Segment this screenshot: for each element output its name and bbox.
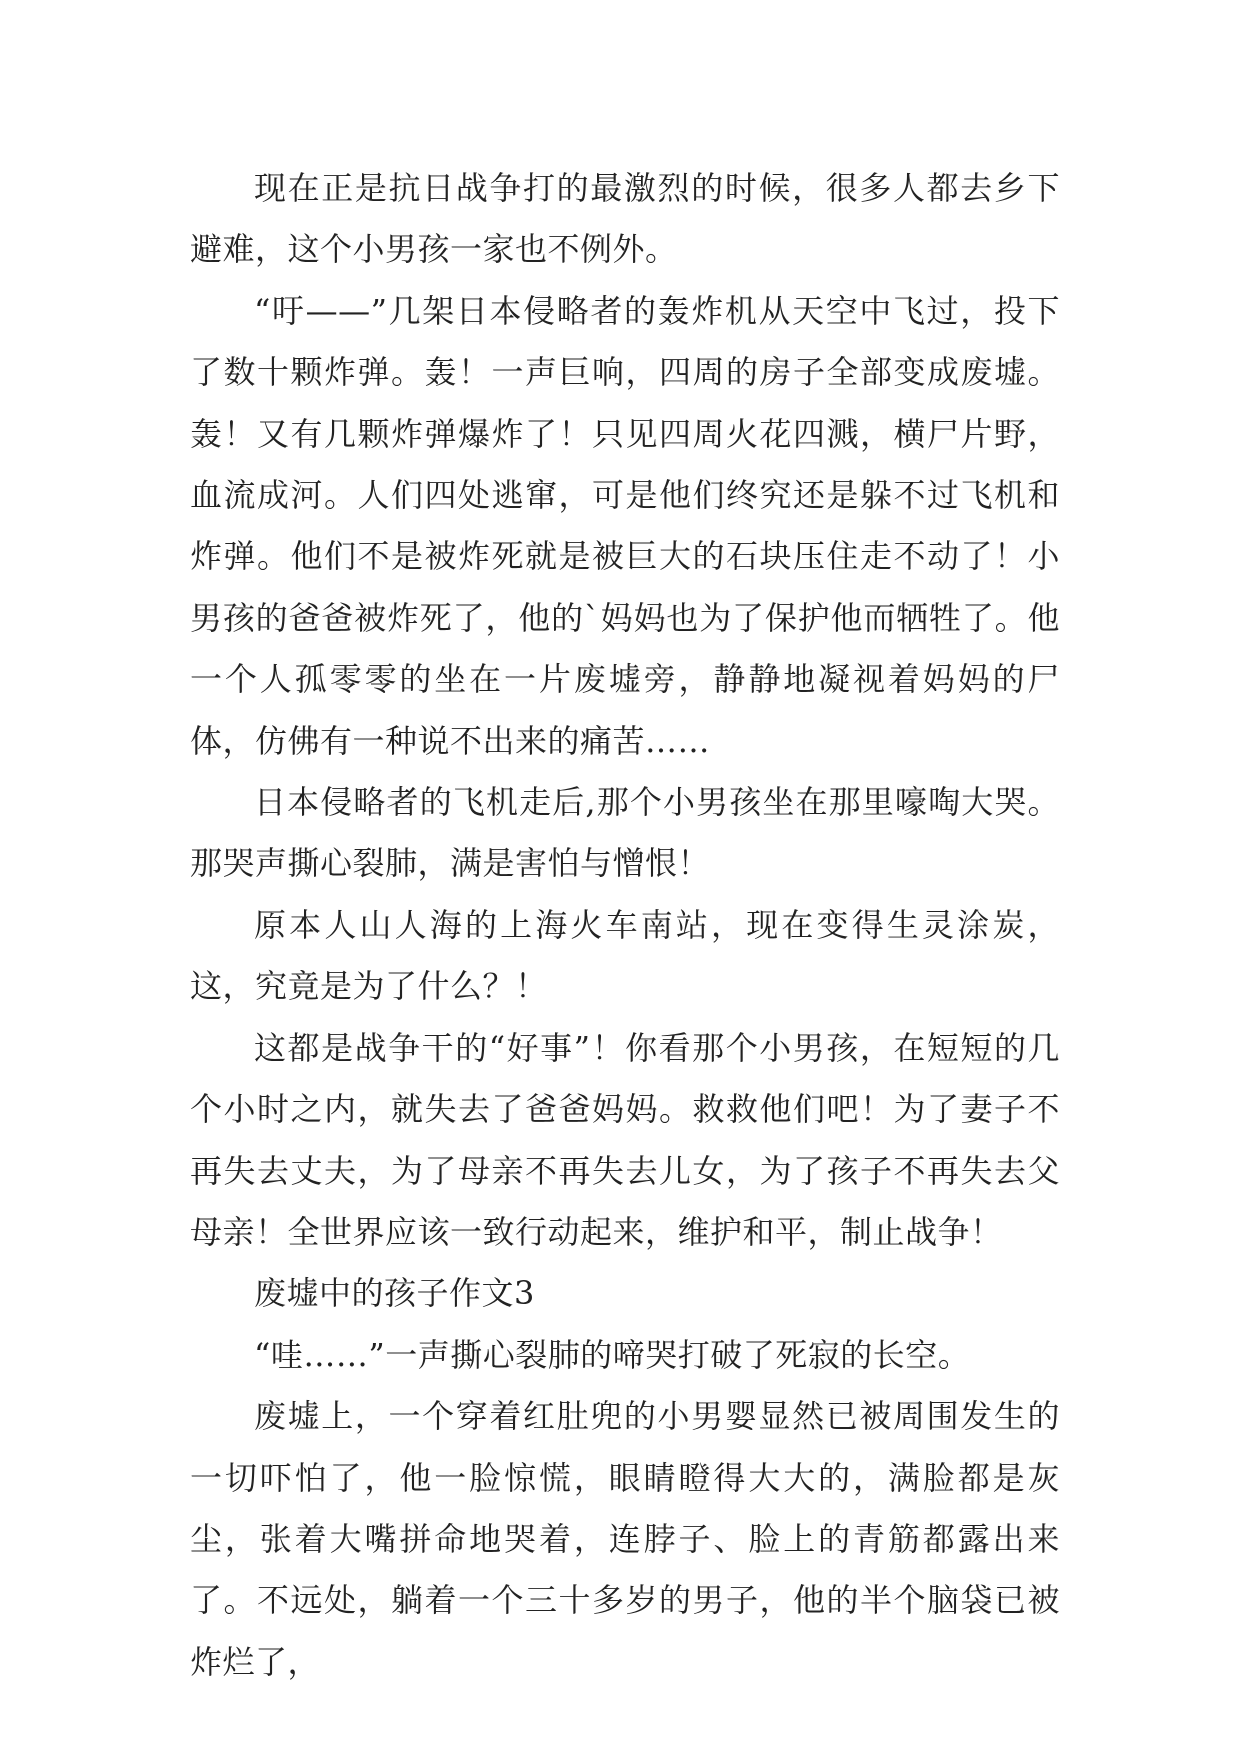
paragraph: “哇……”一声撕心裂肺的啼哭打破了死寂的长空。 (254, 1335, 971, 1374)
section-heading: 废墟中的孩子作文3 (254, 1274, 535, 1313)
paragraph: 这都是战争干的“好事”！你看那个小男孩，在短短的几个小时之内，就失去了爸爸妈妈。救救他们吧！为了妻子不再失去丈夫，为了母亲不再失去儿女，为了孩子不再失去父母亲！全世界应该一致行动起来，维护和平，制止战争！ (190, 1028, 1060, 1251)
paragraph: “吁——”几架日本侵略者的轰炸机从天空中飞过，投下了数十颗炸弹。轰！一声巨响，四周的房子全部变成废墟。轰！又有几颗炸弹爆炸了！只见四周火花四溅，横尸片野，血流成河。人们四处逃窜，可是他们终究还是躲不过飞机和炸弹。他们不是被炸死就是被巨大的石块压住走不动了！小男孩的爸爸被炸死了，他的`妈妈也为了保护他而牺牲了。他一个人孤零零的坐在一片废墟旁，静静地凝视着妈妈的尸体，仿佛有一种说不出来的痛苦…… (190, 291, 1060, 760)
paragraph: 废墟上，一个穿着红肚兜的小男婴显然已被周围发生的一切吓怕了，他一脸惊慌，眼睛瞪得大大的，满脸都是灰尘，张着大嘴拼命地哭着，连脖子、脸上的青筋都露出来了。不远处，躺着一个三十多岁的男子，他的半个脑袋已被炸烂了， (190, 1397, 1060, 1681)
paragraph: 现在正是抗日战争打的最激烈的时候，很多人都去乡下避难，这个小男孩一家也不例外。 (190, 169, 1060, 269)
paragraph: 日本侵略者的飞机走后,那个小男孩坐在那里嚎啕大哭。那哭声撕心裂肺，满是害怕与憎恨！ (190, 783, 1060, 883)
document-body (190, 158, 1060, 1693)
paragraph: 原本人山人海的上海火车南站，现在变得生灵涂炭，这，究竟是为了什么？！ (190, 905, 1060, 1006)
